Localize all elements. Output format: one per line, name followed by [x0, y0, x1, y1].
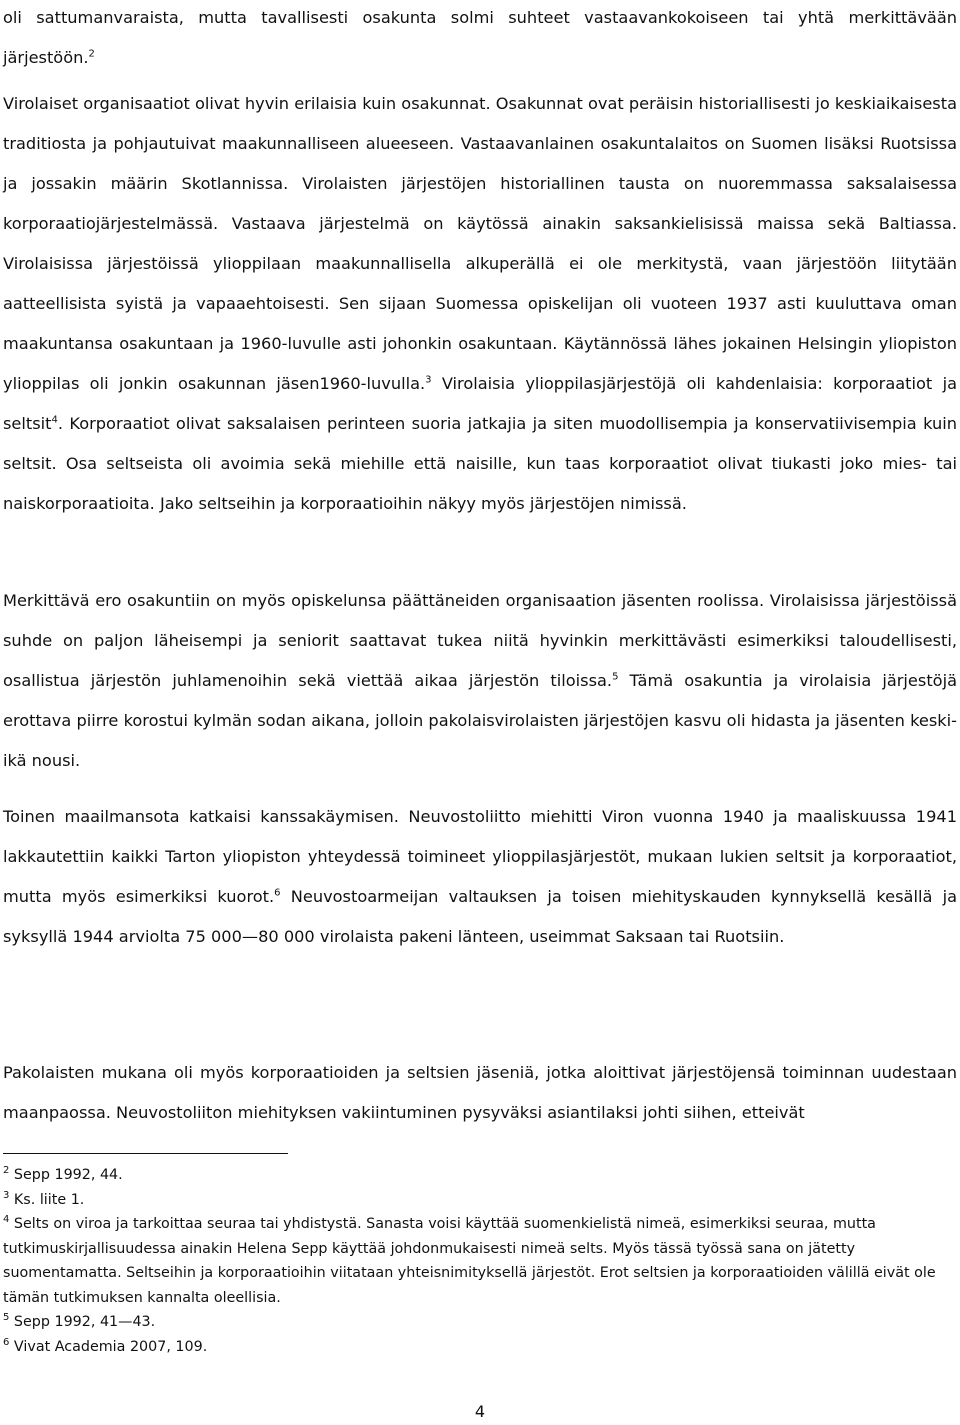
page-number: 4 — [474, 1402, 486, 1421]
paragraph-text: oli sattumanvaraista, mutta tavallisesti osakunta solmi suhteet vastaavankokoiseen tai yhtä merkittävään järjestöön. — [3, 8, 957, 67]
footnote-text: Vivat Academia 2007, 109. — [9, 1338, 208, 1355]
footnote-text: Sepp 1992, 41—43. — [9, 1314, 156, 1330]
footnote-number: 2 — [3, 1165, 10, 1177]
footnote-5 — [3, 1310, 943, 1335]
paragraph-text: Virolaiset organisaatiot olivat hyvin erilaisia kuin osakunnat. Osakunnat ovat peräisin historiallisesti jo keskiaikaisesta traditiosta ja pohjautuivat maakunnalliseen alueeseen. Vastaavanlainen osakuntalaitos on Suomen lisäksi Ruotsissa ja jossakin määrin Skotlannissa. Virolaisten järjestöjen historiallinen tausta on nuoremmassa saksalaisessa korporaatiojärjestelmässä. Vastaava järjestelmä on käytössä ainakin saksankielisissä maissa sekä Baltiassa. Virolaisissa järjestöissä ylioppilaan maakunnallisella alkuperällä ei ole merkitystä, vaan järjestöön liitytään aatteellisista syistä ja vapaaehtoisesti. Sen sijaan Suomessa opiskelijan oli vuoteen 1937 asti kuuluttava oman maakuntansa osakuntaan ja 1960-luvulle asti johonkin osakuntaan. Käytännössä lähes jokainen Helsingin yliopiston ylioppilas oli jonkin osakunnan jäsen1960-luvulla. — [3, 94, 957, 393]
paragraph-1 — [3, 0, 957, 78]
footnote-2 — [3, 1163, 943, 1188]
paragraph-text: Pakolaisten mukana oli myös korporaatioiden ja seltsien jäseniä, jotka aloittivat järjestöjensä toiminnan uudestaan maanpaossa. Neuvostoliiton miehityksen vakiintuminen pysyväksi asiantilaksi johti siihen, etteivät — [3, 1063, 957, 1122]
footnote-6 — [3, 1335, 943, 1360]
footnote-ref[interactable]: 4 — [51, 414, 58, 426]
paragraph-text: Neuvostoarmeijan valtauksen ja toisen miehityskauden kynnyksellä kesällä ja syksyllä 1944 arviolta 75 000—80 000 virolaista pakeni länteen, useimmat Saksaan tai Ruotsiin. — [3, 887, 957, 946]
footnote-text: Selts on viroa ja tarkoittaa seuraa tai yhdistystä. Sanasta voisi käyttää suomenkielistä nimeä, esimerkiksi seuraa, mutta tutkimuskirjallisuudessa ainakin Helena Sepp käyttää johdonmukaisesti nimeä selts. Myös tässä työssä sana on jätetty suomentamatta. Seltseihin ja korporaatioihin viitataan yhteisnimityksellä järjestöt. Erot seltsien ja korporaatioiden välillä eivät ole tämän tutkimuksen kannalta oleellisia. — [3, 1216, 936, 1306]
footnote-ref[interactable]: 3 — [425, 374, 432, 386]
paragraph-5 — [3, 1053, 957, 1133]
footnote-4 — [3, 1212, 943, 1310]
footnote-3 — [3, 1188, 943, 1213]
paragraph-text: . Korporaatiot olivat saksalaisen perinteen suoria jatkajia ja siten muodollisempia ja konservatiivisempia kuin seltsit. Osa seltseista oli avoimia sekä miehille että naisille, kun taas korporaatiot olivat tiukasti joko mies- tai naiskorporaatioita. Jako seltseihin ja korporaatioihin näkyy myös järjestöjen nimissä. — [3, 414, 957, 513]
footnote-number: 4 — [3, 1214, 10, 1226]
document-page — [3, 0, 957, 1425]
footnote-number: 3 — [3, 1189, 10, 1201]
footnote-text: Sepp 1992, 44. — [9, 1167, 123, 1183]
footnote-ref[interactable]: 2 — [88, 48, 95, 60]
footnote-number: 5 — [3, 1312, 10, 1324]
paragraph-text: Virolaisia ylioppilasjärjestöjä oli kahdenlaisia: korporaatiot ja seltsit — [3, 374, 957, 433]
footnote-separator — [3, 1153, 288, 1154]
footnote-ref[interactable]: 6 — [274, 887, 281, 899]
footnote-text: Ks. liite 1. — [9, 1191, 85, 1208]
paragraph-2 — [3, 84, 957, 524]
footnotes — [3, 1163, 943, 1359]
paragraph-text: Tämä osakuntia ja virolaisia järjestöjä erottava piirre korostui kylmän sodan aikana, jolloin pakolaisvirolaisten järjestöjen kasvu oli hidasta ja jäsenten keski-ikä nousi. — [3, 671, 957, 770]
paragraph-3 — [3, 581, 957, 781]
paragraph-4 — [3, 797, 957, 957]
footnote-ref[interactable]: 5 — [612, 671, 619, 683]
footnote-number: 6 — [3, 1336, 10, 1348]
paragraph-text: Toinen maailmansota katkaisi kanssakäymisen. Neuvostoliitto miehitti Viron vuonna 1940 ja maaliskuussa 1941 lakkautettiin kaikki Tarton yliopiston yhteydessä toimineet ylioppilasjärjestöt, mukaan lukien seltsit ja korporaatiot, mutta myös esimerkiksi kuorot. — [3, 807, 957, 906]
paragraph-text: Merkittävä ero osakuntiin on myös opiskelunsa päättäneiden organisaation jäsenten roolissa. Virolaisissa järjestöissä suhde on paljon läheisempi ja seniorit saattavat tukea niitä hyvinkin merkittävästi esimerkiksi taloudellisesti, osallistua järjestön juhlamenoihin sekä viettää aikaa järjestön tiloissa. — [3, 591, 957, 690]
